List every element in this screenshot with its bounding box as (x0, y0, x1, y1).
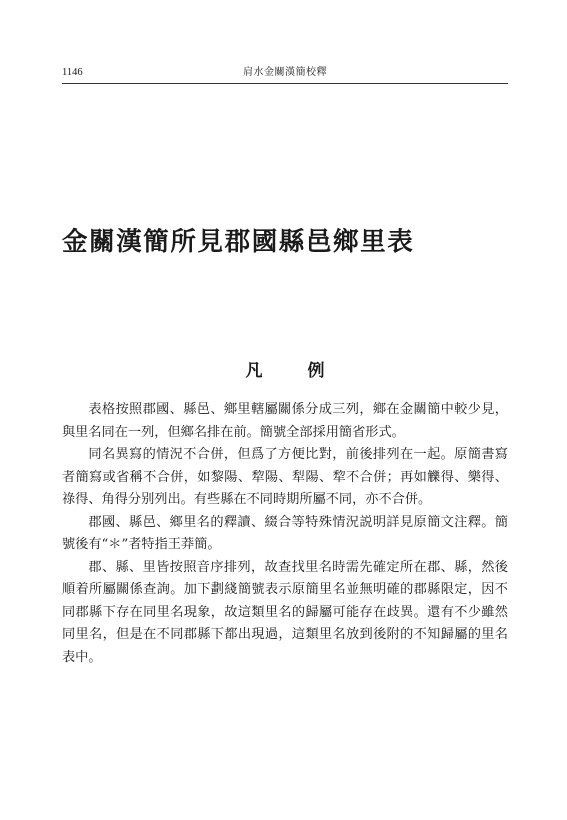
paragraph-3: 郡國、縣邑、鄉里名的釋讀、綴合等特殊情況説明詳見原簡文注釋。簡號後有“＊”者特指王莽簡。 (62, 514, 508, 552)
page-number: 1146 (62, 67, 83, 78)
section-body (62, 399, 508, 669)
header-rule (62, 83, 508, 84)
paragraph-1: 表格按照郡國、縣邑、鄉里轄屬關係分成三列，鄉在金關簡中較少見，與里名同在一列，但鄉名排在前。簡號全部採用簡省形式。 (62, 402, 508, 440)
running-head (62, 66, 508, 80)
paragraph-2: 同名異寫的情況不合併，但爲了方便比對，前後排列在一起。原簡書寫者簡寫或省稱不合併，如黎陽、犂陽、犁陽、犂不合併；再如觻得、樂得、祿得、角得分别列出。有些縣在不同時期所屬不同，亦不合併。 (62, 447, 508, 507)
running-title: 肩水金關漢簡校釋 (243, 67, 327, 78)
paragraph-4: 郡、縣、里皆按照音序排列，故查找里名時需先確定所在郡、縣，然後順着所屬關係查詢。加下劃綫簡號表示原簡里名並無明確的郡縣限定，因不同郡縣下存在同里名現象，故這類里名的歸屬可能存在歧異。還有不少雖然同里名，但是在不同郡縣下都出現過，這類里名放到後附的不知歸屬的里名表中。 (62, 559, 508, 665)
section-heading: 凡 例 (245, 361, 339, 382)
chapter-title: 金關漢簡所見郡國縣邑鄉里表 (62, 227, 415, 258)
